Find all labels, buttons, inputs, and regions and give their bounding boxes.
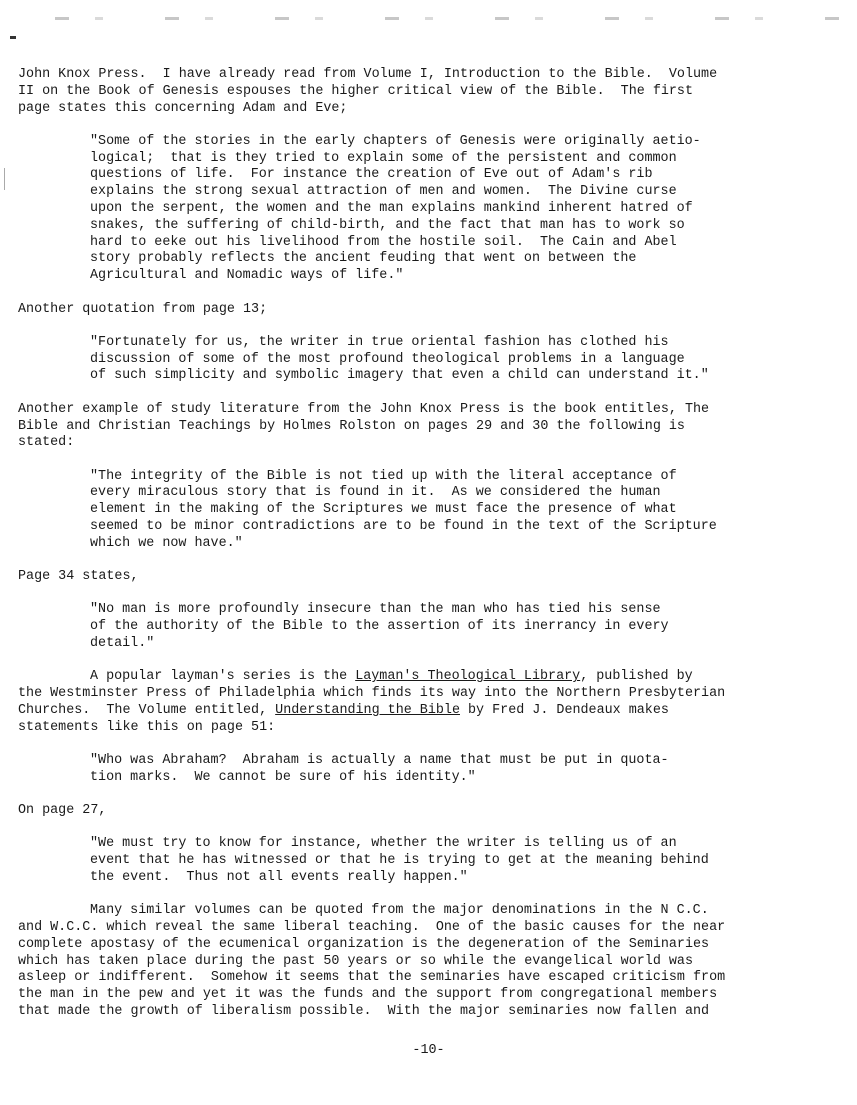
paragraph-2 bbox=[18, 302, 848, 319]
paragraph-1 bbox=[18, 67, 848, 117]
text-line: tion marks. We cannot be sure of his identity." bbox=[90, 769, 476, 785]
text-line: questions of life. For instance the creation of Eve out of Adam's rib bbox=[90, 167, 653, 183]
text-line: the man in the pew and yet it was the funds and the support from congregational members bbox=[18, 987, 718, 1003]
text-line bbox=[18, 703, 848, 720]
text-line: of such simplicity and symbolic imagery that even a child can understand it." bbox=[90, 368, 709, 384]
book-title-understanding-the-bible: Understanding the Bible bbox=[275, 702, 460, 718]
text-line: II on the Book of Genesis espouses the higher critical view of the Bible. The first bbox=[18, 83, 693, 99]
text-line: which has taken place during the past 50 years or so while the evangelical world was bbox=[18, 953, 693, 969]
text-line: upon the serpent, the women and the man explains mankind inherent hatred of bbox=[90, 201, 693, 217]
scan-artifact-mark bbox=[10, 36, 16, 39]
text-line: the event. Thus not all events really happen." bbox=[90, 869, 468, 885]
text-line: "The integrity of the Bible is not tied up with the literal acceptance of bbox=[90, 468, 677, 484]
paragraph-6 bbox=[18, 803, 848, 820]
text-line bbox=[18, 669, 848, 686]
quotation-1 bbox=[90, 134, 848, 285]
text-line: "Who was Abraham? Abraham is actually a name that must be put in quota- bbox=[90, 753, 669, 768]
text-line: and W.C.C. which reveal the same liberal teaching. One of the basic causes for the near bbox=[18, 920, 726, 936]
text-line: explains the strong sexual attraction of men and women. The Divine curse bbox=[90, 184, 677, 200]
text-line: hard to eeke out his livelihood from the hostile soil. The Cain and Abel bbox=[90, 234, 677, 250]
text-line: every miraculous story that is found in it. As we considered the human bbox=[90, 485, 661, 501]
text-line: asleep or indifferent. Somehow it seems that the seminaries have escaped criticism from bbox=[18, 970, 726, 986]
text-line: Agricultural and Nomadic ways of life." bbox=[90, 268, 404, 284]
text-line: event that he has witnessed or that he is trying to get at the meaning behind bbox=[90, 853, 709, 869]
text-line: snakes, the suffering of child-birth, and the fact that man has to work so bbox=[90, 217, 685, 233]
scan-artifact-top bbox=[55, 17, 845, 20]
paragraph-3 bbox=[18, 402, 848, 452]
paragraph-7 bbox=[18, 903, 848, 1021]
quotation-4 bbox=[90, 602, 848, 652]
text-line: logical; that is they tried to explain some of the persistent and common bbox=[90, 150, 677, 166]
text-line: stated: bbox=[18, 435, 75, 451]
text-line: complete apostasy of the ecumenical organization is the degeneration of the Seminaries bbox=[18, 936, 710, 952]
document-body bbox=[18, 67, 848, 1037]
text-line: story probably reflects the ancient feuding that went on between the bbox=[90, 251, 637, 267]
text-line: Another example of study literature from the John Knox Press is the book entitles, The bbox=[18, 401, 710, 417]
quotation-2 bbox=[90, 335, 848, 385]
text-line: "Some of the stories in the early chapters of Genesis were originally aetio- bbox=[90, 133, 701, 149]
quotation-6 bbox=[90, 836, 848, 886]
text-line: that made the growth of liberalism possible. With the major seminaries now fallen and bbox=[18, 1004, 710, 1020]
text-line: Many similar volumes can be quoted from the major denominations in the N C.C. bbox=[90, 903, 709, 919]
text-segment: Churches. The Volume entitled, bbox=[18, 702, 276, 718]
text-line: seemed to be minor contradictions are to be found in the text of the Scripture bbox=[90, 519, 717, 535]
text-line: of the authority of the Bible to the assertion of its inerrancy in every bbox=[90, 619, 669, 635]
text-line: Bible and Christian Teachings by Holmes Rolston on pages 29 and 30 the following is bbox=[18, 418, 685, 434]
text-line: John Knox Press. I have already read from Volume I, Introduction to the Bible. Volume bbox=[18, 67, 718, 82]
text-line: On page 27, bbox=[18, 803, 107, 819]
text-segment: A popular layman's series is the bbox=[90, 669, 356, 685]
text-line: the Westminster Press of Philadelphia which finds its way into the Northern Presbyterian bbox=[18, 686, 726, 702]
quotation-5 bbox=[90, 753, 848, 787]
text-line: "No man is more profoundly insecure than the man who has tied his sense bbox=[90, 602, 661, 618]
quotation-3 bbox=[90, 469, 848, 553]
text-segment: , published by bbox=[580, 669, 693, 685]
text-line: "Fortunately for us, the writer in true oriental fashion has clothed his bbox=[90, 334, 669, 350]
text-line: which we now have." bbox=[90, 535, 243, 551]
text-line: "We must try to know for instance, whether the writer is telling us of an bbox=[90, 836, 677, 852]
text-line: element in the making of the Scriptures we must face the presence of what bbox=[90, 502, 677, 518]
text-segment: by Fred J. Dendeaux makes bbox=[459, 702, 669, 718]
paragraph-5 bbox=[18, 669, 848, 736]
page-number: -10- bbox=[412, 1043, 445, 1058]
text-line: Another quotation from page 13; bbox=[18, 301, 268, 317]
text-line: detail." bbox=[90, 636, 155, 652]
text-line: statements like this on page 51: bbox=[18, 719, 276, 735]
text-line: Page 34 states, bbox=[18, 569, 139, 585]
text-line: discussion of some of the most profound theological problems in a language bbox=[90, 351, 685, 367]
book-title-laymans-theological-library: Layman's Theological Library bbox=[355, 669, 581, 685]
scan-artifact-side bbox=[4, 168, 5, 190]
text-line: page states this concerning Adam and Eve; bbox=[18, 100, 348, 116]
paragraph-4 bbox=[18, 569, 848, 586]
